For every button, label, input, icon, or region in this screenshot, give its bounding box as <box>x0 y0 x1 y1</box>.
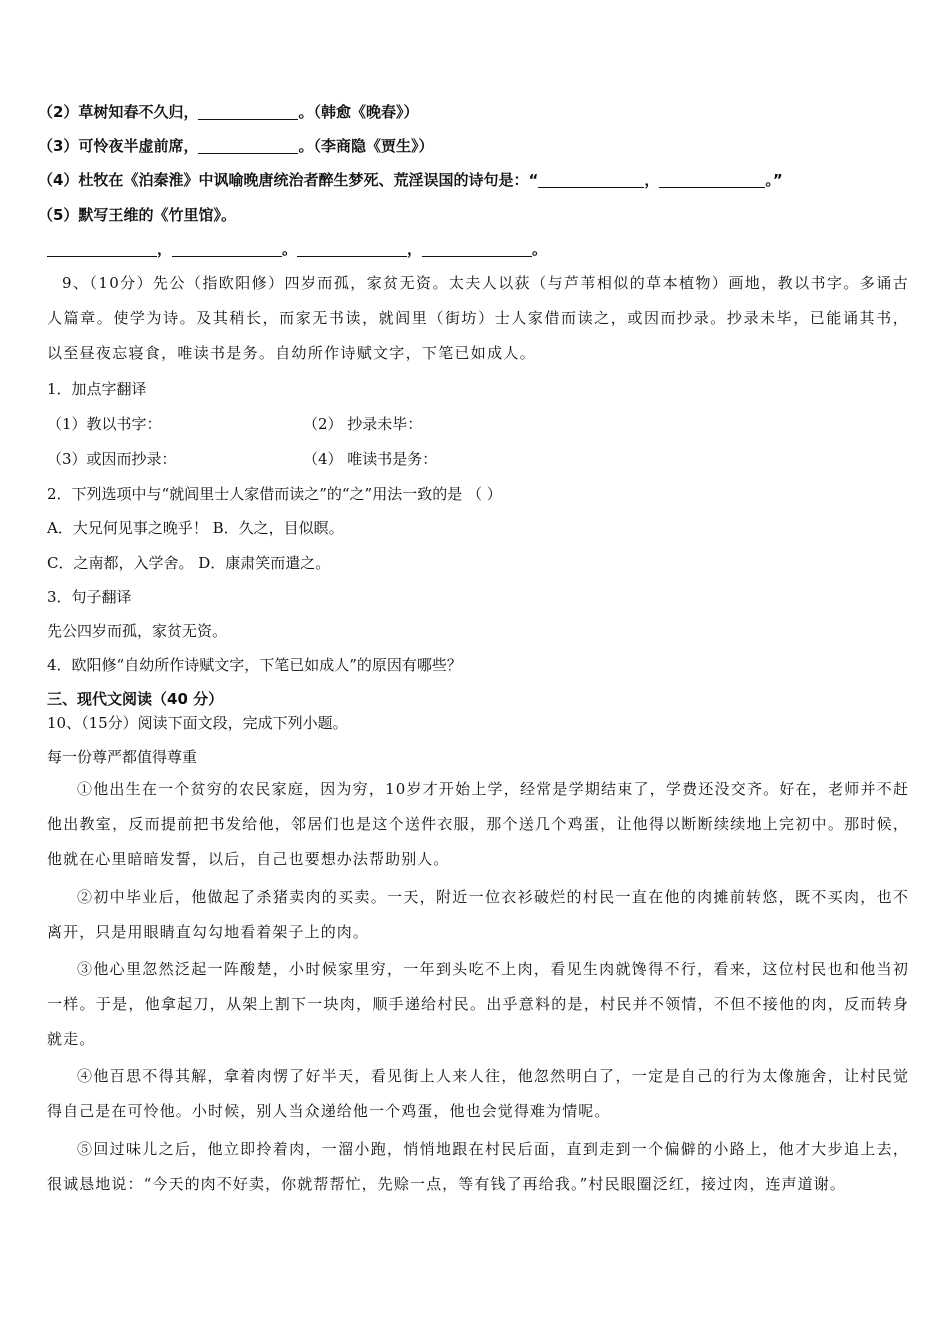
poem-q4-end: 。” <box>765 171 783 189</box>
article-title: 每一份尊严都值得尊重 <box>47 748 198 766</box>
q10-intro: 10、（15分）阅读下面文段，完成下列小题。 <box>47 714 348 732</box>
article-paragraph-1: ①他出生在一个贫穷的农民家庭，因为穷，10岁才开始上学，经常是学期结束了，学费还没交齐。好在，老师并不赶他出教室，反而提前把书发给他，邻居们也是这个送件衣服，那个送几个鸡蛋，让他得以断断续续地上完初中。那时候，他就在心里暗暗发誓，以后，自己也要想办法帮助别人。 <box>47 780 909 868</box>
q9-sub2-options-ab: A．大兄何见事之晚乎！ B．久之，目似瞑。 <box>47 519 344 537</box>
poem-q5 <box>38 204 236 226</box>
poem-q5-sep: ， <box>157 240 173 258</box>
poem-q5-text: （5）默写王维的《竹里馆》。 <box>38 206 236 224</box>
q9-sub3-title: 3．句子翻译 <box>47 588 132 606</box>
answer-blank[interactable] <box>47 240 157 257</box>
q9-sub2-question: 2．下列选项中与“就闾里士人家借而读之”的“之”用法一致的是 （ ） <box>47 485 502 503</box>
answer-blank[interactable] <box>198 103 298 120</box>
q9-sub4-question: 4．欧阳修“自幼所作诗赋文字，下笔已如成人”的原因有哪些？ <box>47 656 462 674</box>
answer-blank[interactable] <box>422 240 532 257</box>
answer-blank[interactable] <box>297 240 407 257</box>
article-paragraph-2: ②初中毕业后，他做起了杀猪卖肉的买卖。一天，附近一位衣衫破烂的村民一直在他的肉摊前转悠，既不买肉，也不离开，只是用眼睛直勾勾地看着架子上的肉。 <box>47 888 909 941</box>
article-paragraph-3: ③他心里忽然泛起一阵酸楚，小时候家里穷，一年到头吃不上肉，看见生肉就馋得不行，看来，这位村民也和他当初一样。于是，他拿起刀，从架上割下一块肉，顺手递给村民。出乎意料的是，村民并不领情，不但不接他的肉，反而转身就走。 <box>47 960 909 1048</box>
article-paragraph-5: ⑤回过味儿之后，他立即拎着肉，一溜小跑，悄悄地跟在村民后面，直到走到一个偏僻的小路上，他才大步追上去，很诚恳地说：“今天的肉不好卖，你就帮帮忙，先赊一点，等有钱了再给我。”村民眼圈泛红，接过肉，连声道谢。 <box>47 1140 909 1193</box>
poem-q2-source: 。（韩愈《晚春》） <box>298 103 419 121</box>
answer-blank[interactable] <box>538 171 644 188</box>
poem-q2-text: （2）草树知春不久归， <box>38 103 199 121</box>
section-heading: 三、现代文阅读（40 分） <box>47 690 224 708</box>
poem-q4 <box>38 169 783 191</box>
article-paragraph-4: ④他百思不得其解，拿着肉愣了好半天，看见街上人来人往，他忽然明白了，一定是自己的行为太像施舍，让村民觉得自己是在可怜他。小时候，别人当众递给他一个鸡蛋，他也会觉得难为情呢。 <box>47 1067 909 1120</box>
poem-q3-source: 。（李商隐《贾生》） <box>298 137 434 155</box>
q9-sub1-item3: （3）或因而抄录： <box>47 450 177 468</box>
q9-sub3-sentence: 先公四岁而孤，家贫无资。 <box>47 622 228 640</box>
poem-q3-text: （3）可怜夜半虚前席， <box>38 137 199 155</box>
q9-passage: 9、（10分）先公（指欧阳修）四岁而孤，家贫无资。太夫人以荻（与芦苇相似的草本植物）画地，教以书字。多诵古人篇章。使学为诗。及其稍长，而家无书读，就闾里（街坊）士人家借而读之，或因而抄录。抄录未毕，已能诵其书，以至昼夜忘寝食，唯读书是务。自幼所作诗赋文字，下笔已如成人。 <box>47 274 909 362</box>
q9-sub1-item1: （1）教以书字： <box>47 415 162 433</box>
answer-blank[interactable] <box>198 137 298 154</box>
q9-sub2-options-cd: C．之南都，入学舍。 D．康肃笑而遣之。 <box>47 554 331 572</box>
poem-q5-answer-line <box>47 238 547 260</box>
poem-q4-comma: ， <box>644 171 660 189</box>
q9-sub1-item4: （4） 唯读书是务： <box>303 450 438 468</box>
poem-q3 <box>38 135 433 157</box>
poem-q5-sep: 。 <box>532 240 548 258</box>
poem-q2 <box>38 101 418 123</box>
answer-blank[interactable] <box>659 171 765 188</box>
poem-q4-text: （4）杜牧在《泊秦淮》中讽喻晚唐统治者醉生梦死、荒淫误国的诗句是：“ <box>38 171 539 189</box>
answer-blank[interactable] <box>172 240 282 257</box>
q9-sub1-item2: （2） 抄录未毕： <box>303 415 423 433</box>
q9-sub1-title: 1．加点字翻译 <box>47 380 147 398</box>
poem-q5-sep: 。 <box>282 240 298 258</box>
poem-q5-sep: ， <box>407 240 423 258</box>
